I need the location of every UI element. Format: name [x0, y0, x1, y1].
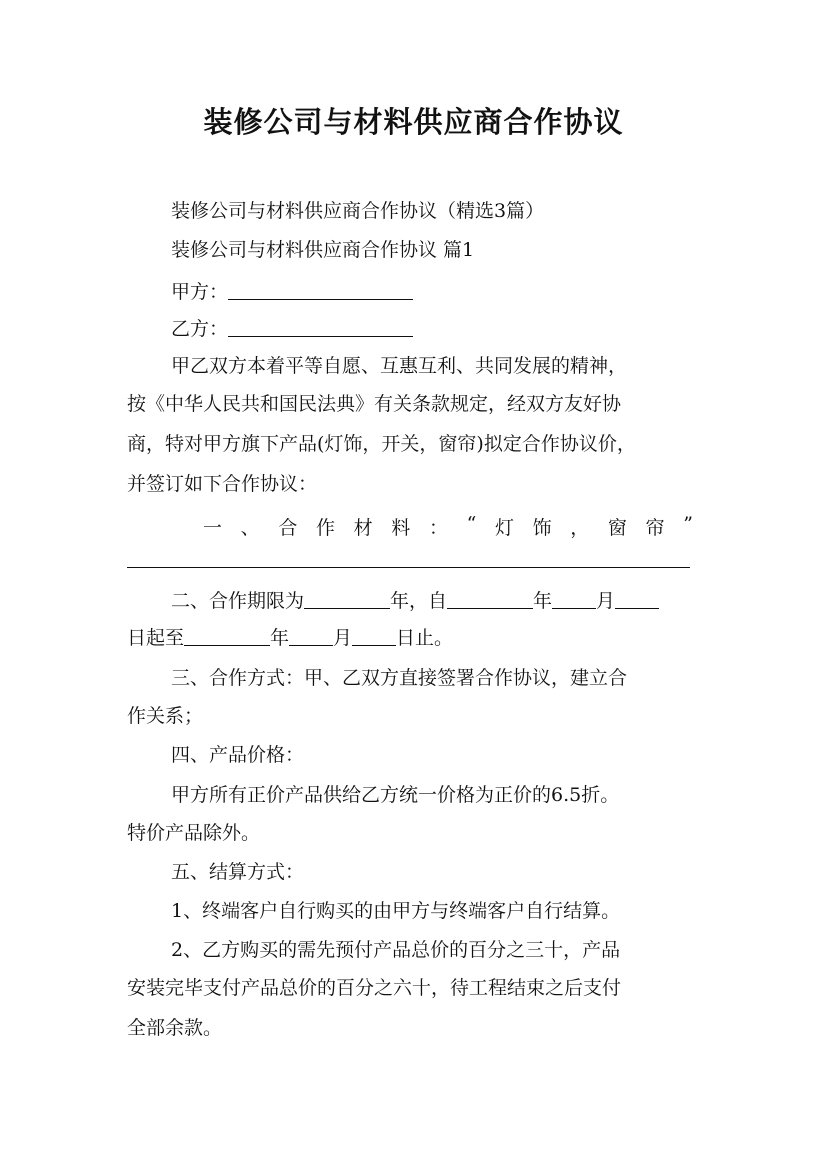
intro-line: 商，特对甲方旗下产品(灯饰，开关，窗帘)拟定合作协议价， — [127, 433, 636, 455]
clause-3-line: 作关系； — [127, 705, 204, 727]
clause-1-char: ， — [570, 517, 590, 539]
clause-1-char: ” — [683, 513, 693, 535]
clause-2-label: 二、合作期限为 — [171, 590, 305, 612]
clause-4-text: 特价产品除外。 — [127, 822, 261, 844]
clause-1-char: 窗 — [607, 517, 627, 539]
clause-5-item: 1、终端客户自行购买的由甲方与终端客户自行结算。 — [171, 900, 621, 922]
clause-2-text: 年 — [533, 590, 553, 612]
intro-line: 按《中华人民共和国民法典》有关条款规定，经双方友好协 — [127, 393, 622, 415]
party-b-line — [171, 318, 717, 341]
clause-1 — [203, 513, 693, 540]
clause-2-text: 日起至 — [127, 627, 185, 649]
clause-5-item: 全部余款。 — [127, 1017, 223, 1039]
clause-1-underline — [127, 567, 690, 568]
intro-line: 并签订如下合作协议： — [127, 473, 318, 495]
month-blank — [289, 627, 333, 646]
clause-1-char: 作 — [315, 517, 335, 539]
party-b-blank — [228, 318, 413, 337]
clause-2-text: 月 — [596, 590, 616, 612]
clause-1-char: 料 — [391, 517, 411, 539]
clause-1-char: 灯 — [494, 517, 514, 539]
clause-1-char: 帘 — [645, 517, 665, 539]
year-blank — [447, 590, 533, 609]
section-heading: 装修公司与材料供应商合作协议 篇1 — [171, 239, 475, 261]
clause-1-char: 合 — [278, 517, 298, 539]
clause-4-heading: 四、产品价格： — [171, 744, 305, 766]
clause-2-text: 年 — [270, 627, 290, 649]
party-a-label: 甲方： — [171, 281, 229, 303]
party-b-label: 乙方： — [171, 318, 229, 340]
clause-1-char: ： — [428, 517, 448, 539]
clause-1-char: “ — [466, 513, 477, 535]
clause-2-line — [127, 627, 717, 650]
year-blank — [304, 590, 390, 609]
clause-3-line: 三、合作方式：甲、乙双方直接签署合作协议，建立合 — [171, 667, 628, 689]
clause-2-text: 月 — [333, 627, 353, 649]
day-blank — [615, 590, 659, 609]
day-blank — [352, 627, 396, 646]
clause-5-item: 安装完毕支付产品总价的百分之六十，待工程结束之后支付 — [127, 977, 622, 999]
party-a-blank — [228, 281, 413, 300]
month-blank — [552, 590, 596, 609]
document-subtitle: 装修公司与材料供应商合作协议（精选3篇） — [171, 200, 545, 222]
clause-1-char: 材 — [353, 517, 373, 539]
year-blank — [184, 627, 270, 646]
clause-2-line — [171, 590, 717, 613]
clause-5-heading: 五、结算方式： — [171, 861, 305, 883]
clause-1-char: 、 — [240, 517, 260, 539]
clause-1-char: 一 — [203, 517, 223, 539]
page-title: 装修公司与材料供应商合作协议 — [203, 105, 624, 139]
clause-2-text: 年，自 — [390, 590, 448, 612]
clause-5-item: 2、乙方购买的需先预付产品总价的百分之三十，产品 — [171, 939, 621, 961]
intro-line: 甲乙双方本着平等自愿、互惠互利、共同发展的精神， — [171, 355, 628, 377]
party-a-line — [171, 281, 717, 304]
clause-1-char: 饰 — [532, 517, 552, 539]
clause-4-text: 甲方所有正价产品供给乙方统一价格为正价的6.5折。 — [171, 784, 620, 806]
clause-2-text: 日止。 — [396, 627, 454, 649]
